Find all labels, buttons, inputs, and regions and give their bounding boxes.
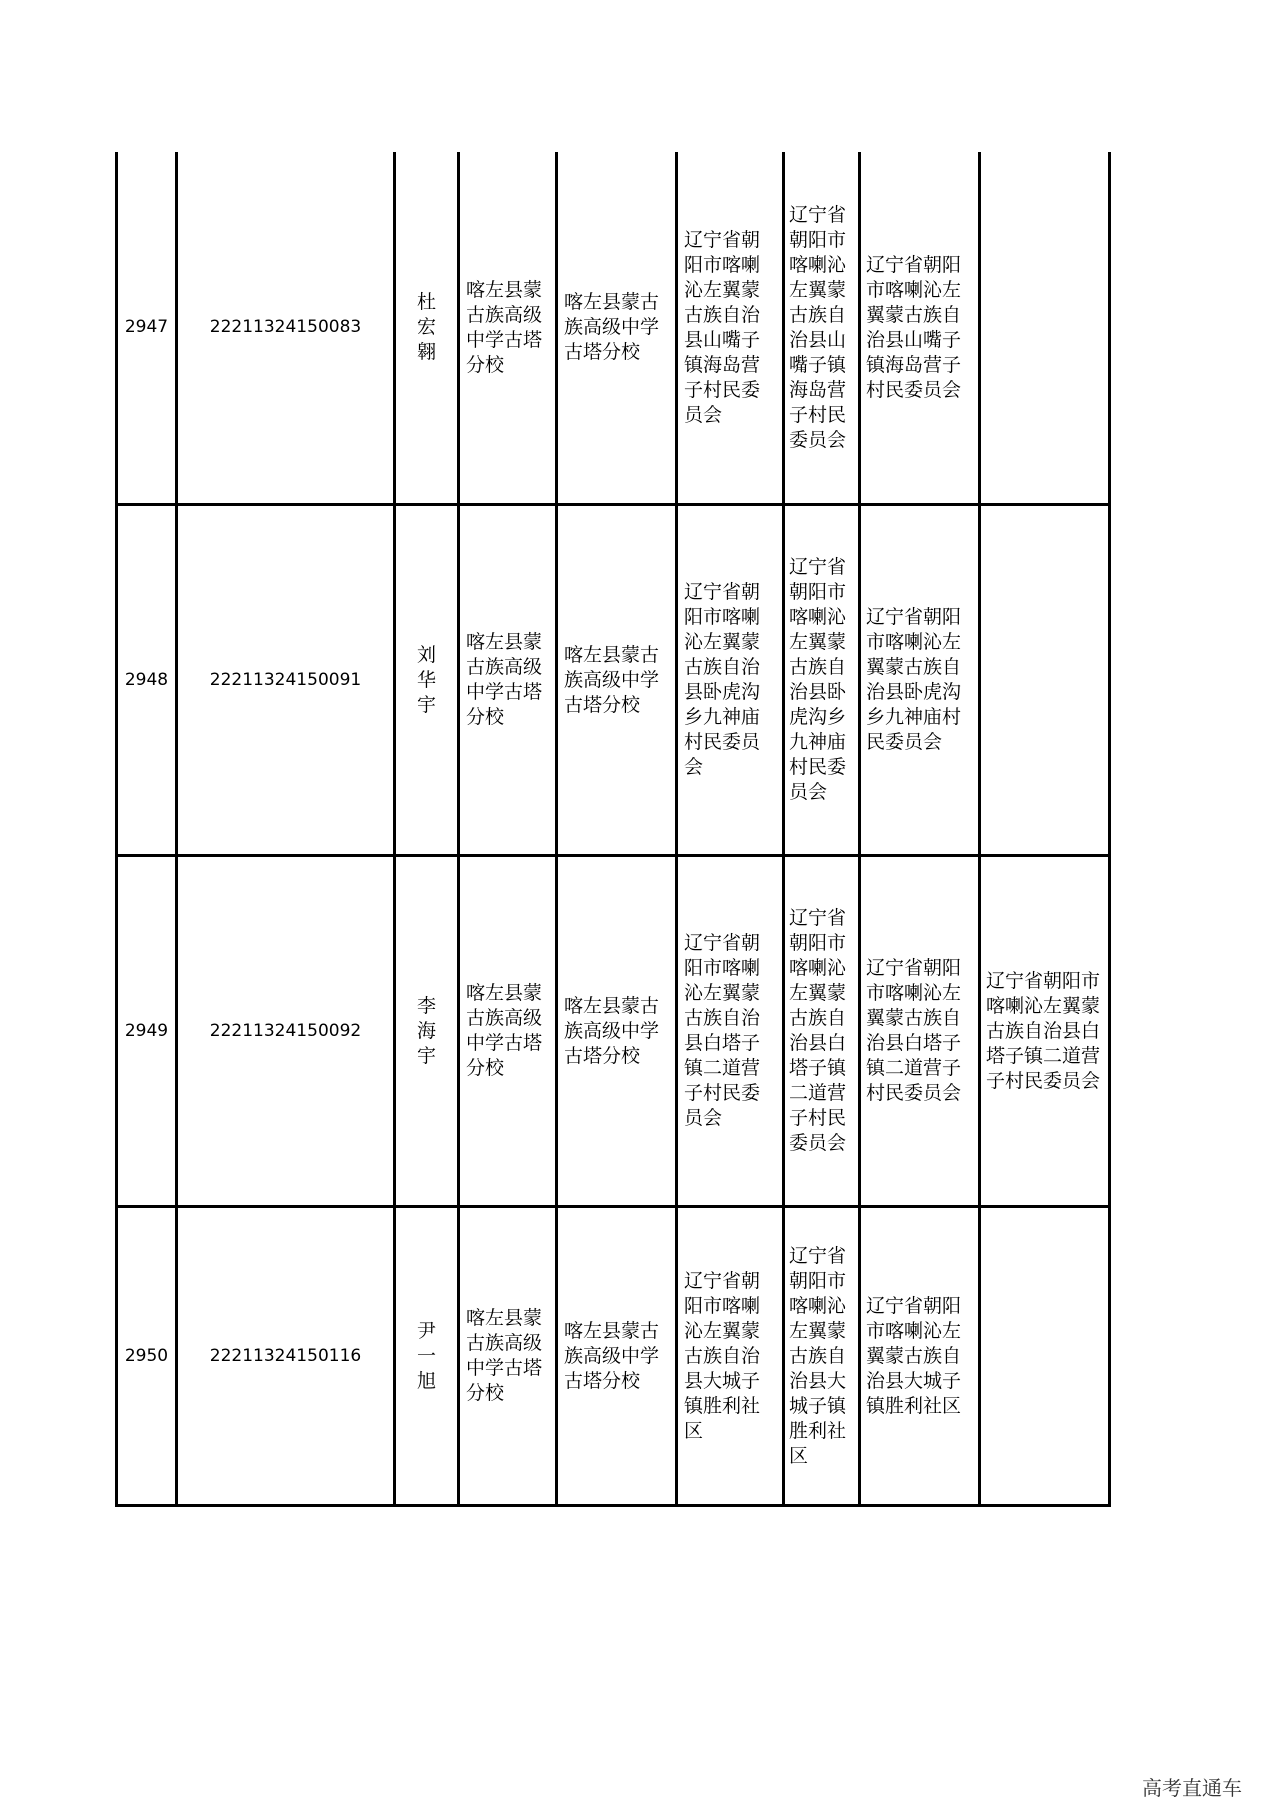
row-index: 2948: [117, 505, 177, 856]
school-enrolled: 喀左县蒙古族高级中学古塔分校: [557, 856, 677, 1207]
address-d: [980, 152, 1110, 505]
exam-number: 22211324150083: [177, 152, 395, 505]
address-b: 辽宁省朝阳市喀喇沁左翼蒙古族自治县白塔子镇二道营子村民委员会: [784, 856, 860, 1207]
address-b: 辽宁省朝阳市喀喇沁左翼蒙古族自治县大城子镇胜利社区: [784, 1207, 860, 1506]
student-roster-table: [115, 152, 1111, 1507]
table-row: [117, 856, 1110, 1207]
address-c: 辽宁省朝阳市喀喇沁左翼蒙古族自治县大城子镇胜利社区: [860, 1207, 980, 1506]
address-d: [980, 1207, 1110, 1506]
student-name: 杜宏翱: [395, 152, 459, 505]
address-c: 辽宁省朝阳市喀喇沁左翼蒙古族自治县卧虎沟乡九神庙村民委员会: [860, 505, 980, 856]
table-row: [117, 1207, 1110, 1506]
address-a: 辽宁省朝阳市喀喇沁左翼蒙古族自治县白塔子镇二道营子村民委员会: [677, 856, 784, 1207]
exam-number: 22211324150092: [177, 856, 395, 1207]
school-enrolled: 喀左县蒙古族高级中学古塔分校: [557, 152, 677, 505]
address-c: 辽宁省朝阳市喀喇沁左翼蒙古族自治县白塔子镇二道营子村民委员会: [860, 856, 980, 1207]
exam-number: 22211324150116: [177, 1207, 395, 1506]
table-row: [117, 505, 1110, 856]
address-c: 辽宁省朝阳市喀喇沁左翼蒙古族自治县山嘴子镇海岛营子村民委员会: [860, 152, 980, 505]
row-index: 2949: [117, 856, 177, 1207]
address-b: 辽宁省朝阳市喀喇沁左翼蒙古族自治县卧虎沟乡九神庙村民委员会: [784, 505, 860, 856]
address-d: 辽宁省朝阳市喀喇沁左翼蒙古族自治县白塔子镇二道营子村民委员会: [980, 856, 1110, 1207]
school-name: 喀左县蒙古族高级中学古塔分校: [459, 505, 557, 856]
school-name: 喀左县蒙古族高级中学古塔分校: [459, 856, 557, 1207]
school-name: 喀左县蒙古族高级中学古塔分校: [459, 152, 557, 505]
student-name: 刘华宇: [395, 505, 459, 856]
school-name: 喀左县蒙古族高级中学古塔分校: [459, 1207, 557, 1506]
student-name: 尹一旭: [395, 1207, 459, 1506]
student-name: 李海宇: [395, 856, 459, 1207]
address-d: [980, 505, 1110, 856]
watermark-text: 高考直通车: [1142, 1776, 1242, 1800]
row-index: 2950: [117, 1207, 177, 1506]
address-b: 辽宁省朝阳市喀喇沁左翼蒙古族自治县山嘴子镇海岛营子村民委员会: [784, 152, 860, 505]
address-a: 辽宁省朝阳市喀喇沁左翼蒙古族自治县山嘴子镇海岛营子村民委员会: [677, 152, 784, 505]
school-enrolled: 喀左县蒙古族高级中学古塔分校: [557, 505, 677, 856]
row-index: 2947: [117, 152, 177, 505]
table-row: [117, 152, 1110, 505]
address-a: 辽宁省朝阳市喀喇沁左翼蒙古族自治县卧虎沟乡九神庙村民委员会: [677, 505, 784, 856]
school-enrolled: 喀左县蒙古族高级中学古塔分校: [557, 1207, 677, 1506]
exam-number: 22211324150091: [177, 505, 395, 856]
address-a: 辽宁省朝阳市喀喇沁左翼蒙古族自治县大城子镇胜利社区: [677, 1207, 784, 1506]
